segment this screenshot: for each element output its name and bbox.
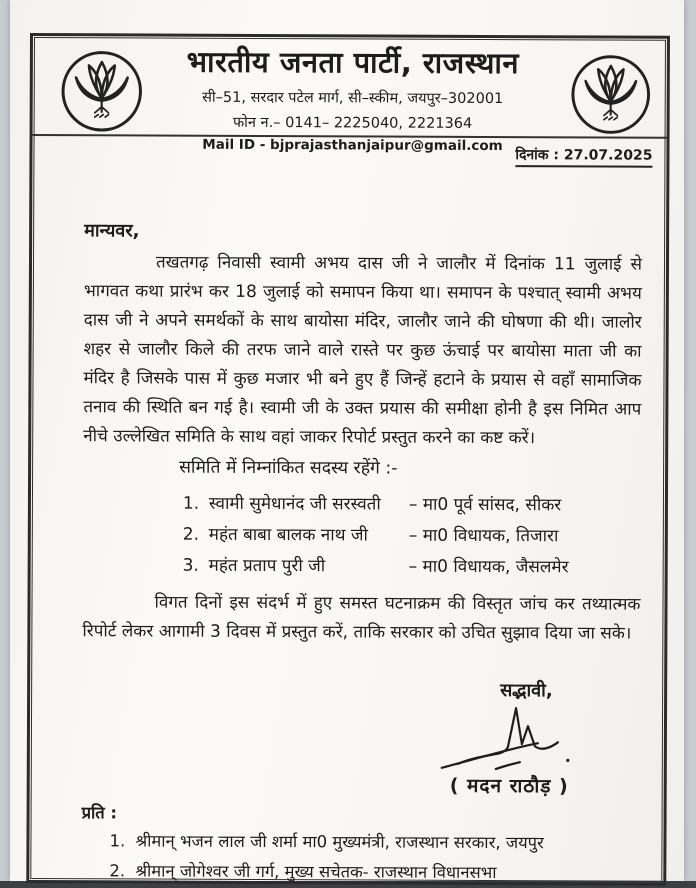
cc-recipient: श्रीमान् जोगेश्वर जी गर्ग, मुख्य सचेतक- राजस्थान विधानसभा	[135, 861, 497, 883]
committee-member-row	[183, 489, 613, 522]
member-role: – मा0 पूर्व सांसद, सीकर	[408, 494, 562, 516]
cc-row	[109, 856, 629, 888]
org-phone: फोन न.– 0141– 2225040, 2221364	[232, 114, 473, 132]
cc-number: 2.	[109, 861, 126, 881]
cc-number: 1.	[109, 831, 126, 851]
body-paragraph-1: तखतगढ़ निवासी स्वामी अभय दास जी ने जालौर में दिनांक 11 जुलाई से भागवत कथा प्रारंभ कर 18 जुलाई को समापन किया था। समापन के पश्चात् स्वामी अभय दास जी ने अपने समर्थकों के साथ बायोसा मंदिर, जालौर जाने की घोषणा की थी। जालोर शहर से जालौर किले की तरफ जाने वाले रास्ते पर कुछ ऊंचाई पर बायोसा माता जी का मंदिर है जिसके पास में कुछ मजार भी बने हुए हैं जिन्हें हटाने के प्रयास से वहाँ सामाजिक तनाव की स्थिति बन गई है। स्वामी जी के उक्त प्रयास की समीक्षा होनी है इस निमित आप नीचे उल्लेखित समिति के साथ वहां जाकर रिपोर्ट प्रस्तुत करने का कष्ट करें।	[83, 252, 643, 449]
member-name: स्वामी सुमेधानंद जी सरस्वती	[208, 493, 381, 515]
committee-heading: समिति में निम्नांकित सदस्य रहेंगे :-	[179, 457, 398, 479]
committee-list	[183, 489, 613, 584]
cc-row	[109, 826, 629, 858]
member-number: 2.	[182, 524, 200, 545]
salutation: मान्यवर,	[84, 220, 140, 242]
member-name: महंत प्रताप पुरी जी	[208, 555, 326, 577]
bjp-lotus-logo-right-icon	[569, 52, 653, 136]
org-email: Mail ID - bjprajasthanjaipur@gmail.com	[202, 136, 503, 155]
closing-word: सद्भावी,	[500, 680, 553, 702]
member-name: महंत बाबा बालक नाथ जी	[208, 524, 368, 546]
org-name: भारतीय जनता पार्टी, राजस्थान	[186, 44, 520, 81]
letter-border-frame	[26, 33, 670, 886]
org-address: सी–51, सरदार पटेल मार्ग, सी–स्कीम, जयपुर–302001	[202, 89, 504, 108]
cc-list	[109, 826, 629, 888]
committee-member-row	[183, 551, 613, 584]
committee-member-row	[183, 520, 613, 553]
signature-scribble	[438, 698, 618, 783]
cc-label: प्रति :	[81, 803, 118, 823]
cc-recipient: श्रीमान् भजन लाल जी शर्मा मा0 मुख्यमंत्री, राजस्थान सरकार, जयपुर	[135, 831, 544, 853]
body-paragraph-2: विगत दिनों इस संदर्भ में हुए समस्त घटनाक्रम की विस्तृत जांच कर तथ्यात्मक रिपोर्ट लेकर आगामी 3 दिवस में प्रस्तुत करें, ताकि सरकार को उचित सुझाव दिया जा सके।	[82, 592, 641, 644]
member-role: – मा0 विधायक, जैसलमेर	[408, 556, 569, 578]
member-number: 3.	[182, 555, 199, 576]
member-number: 1.	[182, 493, 200, 514]
letter-date: दिनांक : 27.07.2025	[515, 145, 652, 168]
bjp-lotus-logo-left-icon	[59, 48, 145, 134]
member-role: – मा0 विधायक, तिजारा	[408, 525, 559, 547]
signatory-name: ( मदन राठौड़ )	[449, 774, 569, 798]
